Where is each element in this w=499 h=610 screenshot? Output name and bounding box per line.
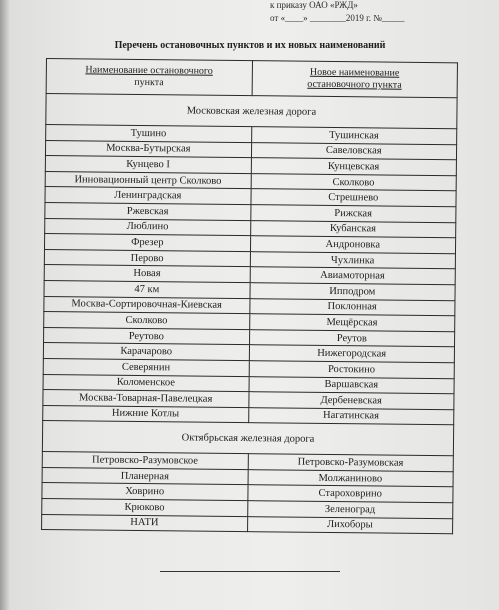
new-station-name: Сколково (251, 173, 457, 191)
new-station-name: Стрешнево (250, 189, 456, 207)
new-station-name: Лихоборы (247, 516, 453, 534)
new-station-name: Кунцевская (251, 158, 457, 176)
old-station-name: Северянин (43, 358, 249, 376)
old-station-name: Ховрино (42, 483, 248, 501)
old-station-name: Москва-Бутырская (45, 140, 251, 158)
new-station-name: Поклонная (249, 298, 455, 316)
old-station-name: Карачарово (43, 343, 249, 361)
old-station-name: Крюково (42, 499, 248, 517)
new-station-name: Ростокино (249, 361, 455, 379)
new-station-name: Мещёрская (249, 314, 455, 332)
old-station-name: Фрезер (44, 234, 250, 252)
new-station-name: Нагатинская (248, 407, 454, 425)
old-station-name: Новая (44, 265, 250, 283)
new-station-name: Ипподром (249, 283, 455, 301)
new-station-name: Рижская (250, 205, 456, 223)
new-station-name: Савеловская (251, 142, 457, 160)
old-station-name: Ленинградская (45, 187, 251, 205)
old-station-name: НАТИ (42, 514, 248, 532)
new-station-name: Тушинская (251, 127, 457, 145)
old-station-name: Коломенское (43, 374, 249, 392)
old-station-name: Планерная (42, 467, 248, 485)
section-row (46, 94, 457, 129)
new-station-name: Реутов (249, 329, 455, 347)
new-station-name: Авиамоторная (250, 267, 456, 285)
new-station-name: Староховрино (247, 485, 453, 503)
old-station-name: Реутово (44, 327, 250, 345)
railway-section-name: Октябрьская железная дорога (42, 421, 453, 456)
table-row (42, 514, 453, 534)
old-station-name: Петровско-Разумовское (42, 452, 248, 470)
old-station-name: Тушино (46, 125, 252, 143)
old-station-name: Люблино (45, 218, 251, 236)
old-station-name: Нижние Котлы (43, 405, 249, 423)
order-date-number: от «____» ________2019 г. №_____ (270, 13, 405, 23)
railway-section-name: Московская железная дорога (46, 94, 457, 129)
closing-rule (160, 571, 340, 572)
new-station-name: Варшавская (249, 376, 455, 394)
document-title: Перечень остановочных пунктов и их новых наименований (114, 40, 386, 51)
old-station-name: Москва-Сортировочная-Киевская (44, 296, 250, 314)
stations-table (41, 58, 458, 535)
old-station-name: Сколково (44, 312, 250, 330)
column-header-old-name: Наименование остановочного пункта (46, 59, 252, 96)
page-edge-shadow (0, 0, 10, 610)
new-station-name: Петровско-Разумовская (248, 454, 454, 472)
new-station-name: Зеленоград (247, 501, 453, 519)
order-reference: к приказу ОАО «РЖД» (270, 0, 358, 10)
column-header-new-name: Новое наименование остановочного пункта (252, 61, 458, 98)
old-station-name: Кунцево I (45, 156, 251, 174)
section-row (42, 421, 453, 456)
old-station-name: Москва-Товарная-Павелецкая (43, 390, 249, 408)
old-station-name: Инновационный центр Сколково (45, 171, 251, 189)
table-body (42, 94, 458, 535)
old-station-name: Перово (44, 249, 250, 267)
new-station-name: Нижегородская (249, 345, 455, 363)
new-station-name: Молжаниново (248, 470, 454, 488)
old-station-name: Ржевская (45, 202, 251, 220)
table-header-row (46, 59, 457, 98)
old-station-name: 47 км (44, 280, 250, 298)
new-station-name: Дербеневская (248, 392, 454, 410)
new-station-name: Андроновка (250, 236, 456, 254)
new-station-name: Чухлинка (250, 251, 456, 269)
new-station-name: Кубанская (250, 220, 456, 238)
